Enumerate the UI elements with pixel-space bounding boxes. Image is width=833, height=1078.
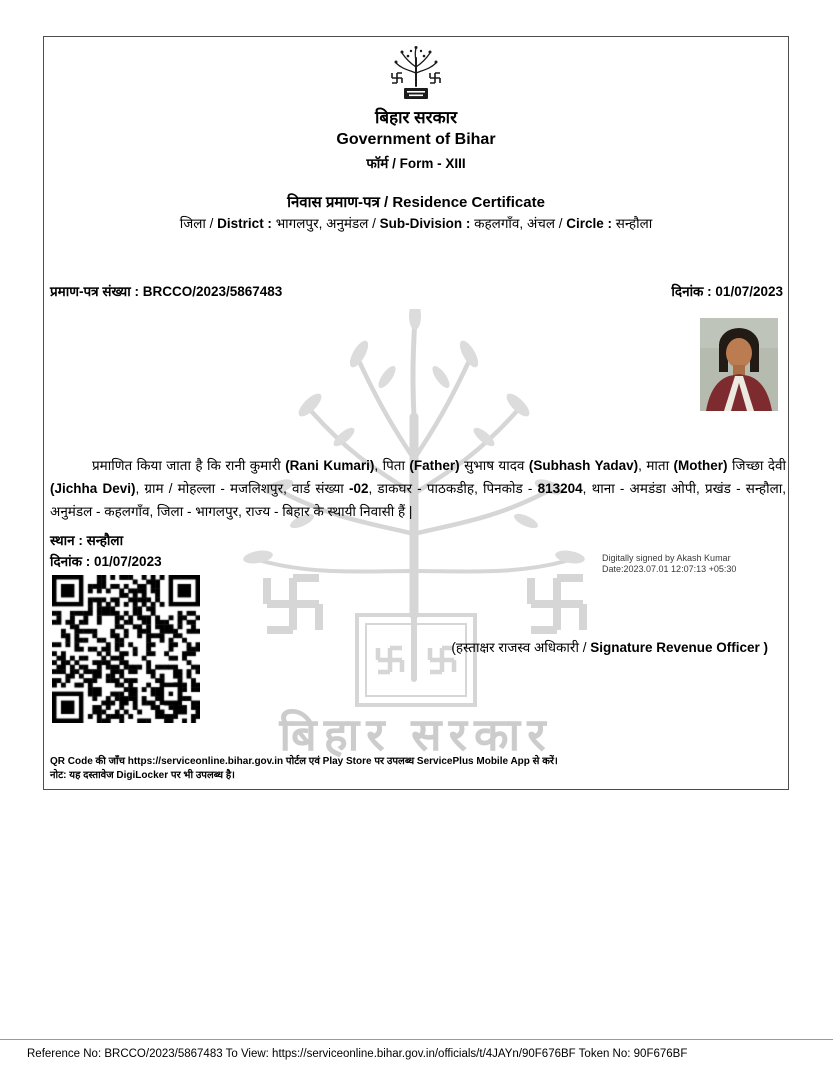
qr-code-canvas	[52, 575, 200, 723]
text-segment: , थाना - अमडंडा ओपी, प्रखंड - सन्हौला, अनुमंडल - कहलगाँव, जिला - भागलपुर, राज्य - बिहार के स्थायी निवासी हैं |	[50, 480, 786, 519]
ward-number: -02	[348, 480, 369, 496]
body-text	[50, 454, 786, 523]
circle-label-en: Circle :	[566, 216, 616, 231]
applicant-name-en: (Rani Kumari)	[285, 457, 375, 473]
subdivision-label-en: Sub-Division :	[379, 216, 475, 231]
page-divider	[0, 1039, 833, 1040]
reference-line: Reference No: BRCCO/2023/5867483 To View: https://serviceonline.bihar.gov.in/officials/t/4JAYn/90F676BF Token No: 90F676BF	[27, 1048, 688, 1060]
place-line: स्थान : सन्हौला	[50, 533, 124, 548]
district-value: भागलपुर,	[275, 216, 327, 231]
digital-signature-line1: Digitally signed by Akash Kumar	[602, 553, 731, 563]
district-label-en: District :	[217, 216, 276, 231]
certificate-number: प्रमाण-पत्र संख्या : BRCCO/2023/5867483	[50, 284, 283, 299]
bihar-emblem-logo	[384, 45, 448, 108]
watermark-text: बिहार सरकार	[279, 709, 553, 760]
signature-caption	[451, 638, 768, 656]
text-segment: जिच्छा देवी	[727, 457, 787, 473]
pincode: 813204	[537, 480, 583, 496]
form-number: फॉर्म / Form - XIII	[366, 156, 466, 171]
mother-name-en: (Jichha Devi)	[50, 480, 136, 496]
district-line	[44, 214, 788, 232]
father-label-en: (Father)	[409, 457, 460, 473]
text-segment: , पिता	[374, 457, 410, 473]
digital-signature-line2: Date:2023.07.01 12:07:13 +05:30	[602, 564, 737, 574]
text-segment: , डाकघर - पाठकडीह, पिनकोड -	[368, 480, 538, 496]
father-name-en: (Subhash Yadav)	[528, 457, 639, 473]
qr-note: QR Code की जाँच https://serviceonline.bihar.gov.in पोर्टल एवं Play Store पर उपलब्ध ServicePlus Mobile App से करें।	[50, 756, 558, 767]
certificate-box	[43, 36, 789, 790]
circle-value: सन्हौला	[615, 216, 653, 231]
document-title: निवास प्रमाण-पत्र / Residence Certificate	[287, 194, 545, 211]
text-segment: सुभाष यादव	[459, 457, 529, 473]
text-segment: , ग्राम / मोहल्ला - मजलिशपुर, वार्ड संख्या	[135, 480, 349, 496]
subdivision-value: कहलगाँव,	[474, 216, 527, 231]
signature-caption-english: Signature Revenue Officer )	[590, 640, 768, 655]
org-name-english: Government of Bihar	[336, 131, 496, 148]
subdivision-label: अनुमंडल /	[326, 216, 380, 231]
mother-label-en: (Mother)	[673, 457, 728, 473]
digilocker-note: नोट: यह दस्तावेज DigiLocker पर भी उपलब्ध है।	[50, 770, 235, 781]
date-line: दिनांक : 01/07/2023	[50, 554, 162, 569]
digital-signature-text	[602, 553, 736, 575]
applicant-photo	[700, 318, 778, 411]
text-segment: , माता	[638, 457, 674, 473]
district-label: जिला /	[179, 216, 218, 231]
text-segment: प्रमाणित किया जाता है कि रानी कुमारी	[92, 457, 286, 473]
signature-caption-hindi: (हस्ताक्षर राजस्व अधिकारी /	[451, 640, 591, 655]
issue-date: दिनांक : 01/07/2023	[671, 284, 783, 299]
org-name-hindi: बिहार सरकार	[374, 108, 458, 127]
qr-code	[52, 575, 200, 723]
circle-label: अंचल /	[526, 216, 567, 231]
